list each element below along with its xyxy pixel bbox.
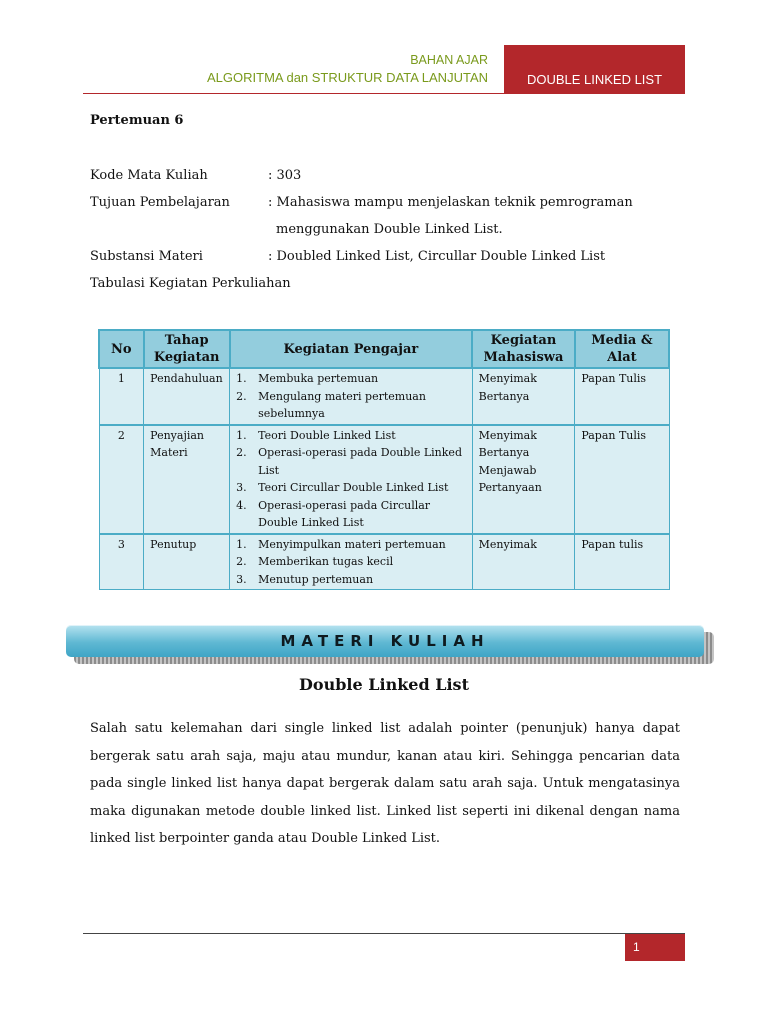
list-item: 2. Memberikan tugas kecil [236, 555, 394, 568]
cell-pengajar [230, 425, 472, 534]
list-item: 3. Menutup pertemuan [236, 572, 374, 586]
section-banner: MATERI KULIAH [66, 625, 704, 657]
list-item: 2. Mengulang materi pertemuan sebelumnya [236, 389, 426, 420]
substansi-label: Substansi Materi [90, 249, 203, 264]
meeting-title: Pertemuan 6 [90, 113, 184, 128]
table-row [99, 425, 669, 534]
cell-media: Papan Tulis [575, 368, 669, 425]
activity-table [98, 329, 670, 590]
cell-mahasiswa: Menyimak [472, 534, 575, 590]
header-course-title [207, 52, 488, 86]
header-pengajar: Kegiatan Pengajar [230, 330, 472, 368]
substansi-value: : Doubled Linked List, Circullar Double Linked List [268, 249, 606, 264]
list-item: 4. Operasi-operasi pada Circullar Double Linked List [236, 498, 431, 529]
cell-pengajar [230, 368, 472, 425]
header-line-2: ALGORITMA dan STRUKTUR DATA LANJUTAN [207, 70, 488, 85]
list-item: 1. Membuka pertemuan [236, 372, 379, 385]
table-header-row [99, 330, 669, 368]
table-row [99, 534, 669, 590]
header-media: Media & Alat [575, 330, 669, 368]
cell-tahap: Pendahuluan [144, 368, 230, 425]
list-item: 3. Teori Circullar Double Linked List [236, 481, 449, 494]
header-tahap: Tahap Kegiatan [144, 330, 230, 368]
cell-tahap: Penyajian Materi [144, 425, 230, 534]
cell-mahasiswa: Menyimak Bertanya Menjawab Pertanyaan [472, 425, 575, 534]
header-chapter-badge: DOUBLE LINKED LIST [504, 45, 685, 94]
page-number: 1 [625, 934, 685, 961]
list-item: 1. Teori Double Linked List [236, 428, 396, 442]
section-title: Double Linked List [299, 675, 469, 694]
body-paragraph: Salah satu kelemahan dari single linked list adalah pointer (penunjuk) hanya dapat bergerak satu arah saja, maju atau mundur, kanan atau kiri. Sehingga pencarian data pada single linked list hanya dapat bergerak dalam satu arah saja. Untuk mengatasinya maka digunakan metode double linked list. Linked list seperti ini dikenal dengan nama linked list berpointer ganda atau Double Linked List. [90, 721, 680, 846]
kode-value: : 303 [268, 168, 302, 183]
tujuan-label: Tujuan Pembelajaran [90, 195, 230, 210]
tujuan-value-1: : Mahasiswa mampu menjelaskan teknik pemrograman [268, 195, 633, 210]
list-item: 2. Operasi-operasi pada Double Linked List [236, 446, 462, 477]
cell-tahap: Penutup [144, 534, 230, 590]
tabulasi-label: Tabulasi Kegiatan Perkuliahan [90, 276, 291, 291]
tujuan-value-2: menggunakan Double Linked List. [276, 222, 503, 237]
list-item: 1. Menyimpulkan materi pertemuan [236, 537, 446, 551]
cell-media: Papan Tulis [575, 425, 669, 534]
footer-divider [83, 933, 685, 934]
header-divider [83, 93, 685, 94]
header-line-1: BAHAN AJAR [410, 53, 488, 67]
cell-no: 3 [99, 534, 144, 590]
cell-no: 2 [99, 425, 144, 534]
header-mahasiswa: Kegiatan Mahasiswa [472, 330, 575, 368]
table-row [99, 368, 669, 425]
cell-media: Papan tulis [575, 534, 669, 590]
kode-label: Kode Mata Kuliah [90, 168, 208, 183]
cell-mahasiswa: Menyimak Bertanya [472, 368, 575, 425]
cell-no: 1 [99, 368, 144, 425]
cell-pengajar [230, 534, 472, 590]
header-no: No [99, 330, 144, 368]
